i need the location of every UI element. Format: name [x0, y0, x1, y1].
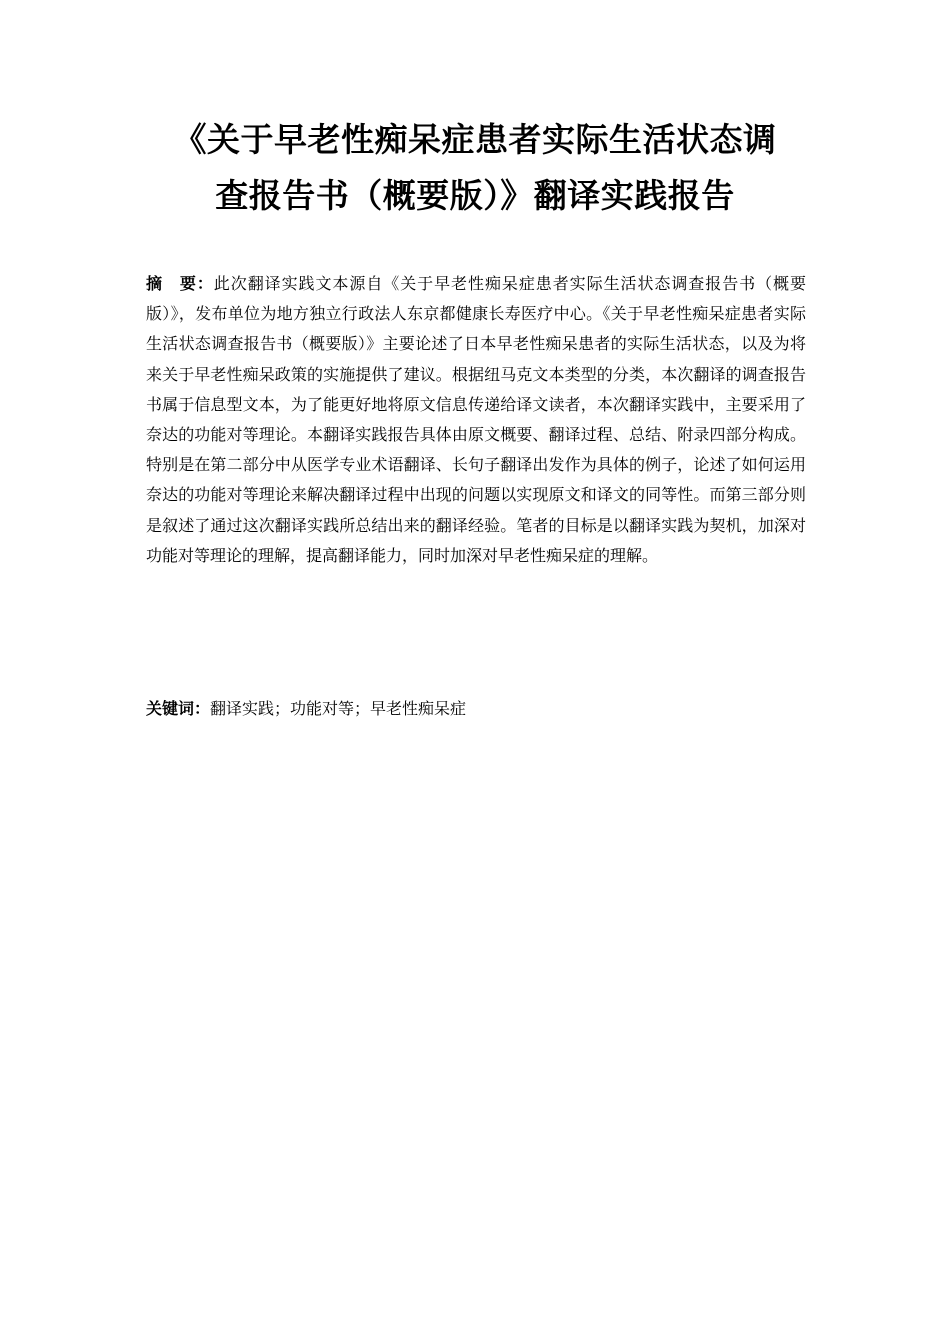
abstract-paragraph — [146, 269, 806, 571]
title-line-1: 《关于早老性痴呆症患者实际生活状态调 — [173, 120, 777, 159]
keywords-label: 关键词： — [146, 699, 211, 718]
abstract-text: 此次翻译实践文本源自《关于早老性痴呆症患者实际生活状态调查报告书（概要版）》，发布单位为地方独立行政法人东京都健康长寿医疗中心。《关于早老性痴呆症患者实际生活状态调查报告书（概要版）》主要论述了日本早老性痴呆患者的实际生活状态，以及为将来关于早老性痴呆政策的实施提供了建议。根据纽马克文本类型的分类，本次翻译的调查报告书属于信息型文本，为了能更好地将原文信息传递给译文读者，本次翻译实践中，主要采用了奈达的功能对等理论。本翻译实践报告具体由原文概要、翻译过程、总结、附录四部分构成。特别是在第二部分中从医学专业术语翻译、长句子翻译出发作为具体的例子，论述了如何运用奈达的功能对等理论来解决翻译过程中出现的问题以实现原文和译文的同等性。而第三部分则是叙述了通过这次翻译实践所总结出来的翻译经验。笔者的目标是以翻译实践为契机，加深对功能对等理论的理解，提高翻译能力，同时加深对早老性痴呆症的理解。 — [146, 274, 806, 565]
document-title — [150, 112, 800, 224]
abstract-label: 摘 要： — [146, 274, 214, 293]
keywords-text: 翻译实践；功能对等；早老性痴呆症 — [210, 699, 467, 718]
keywords-paragraph — [146, 694, 806, 724]
title-line-2: 查报告书（概要版）》翻译实践报告 — [215, 176, 735, 215]
